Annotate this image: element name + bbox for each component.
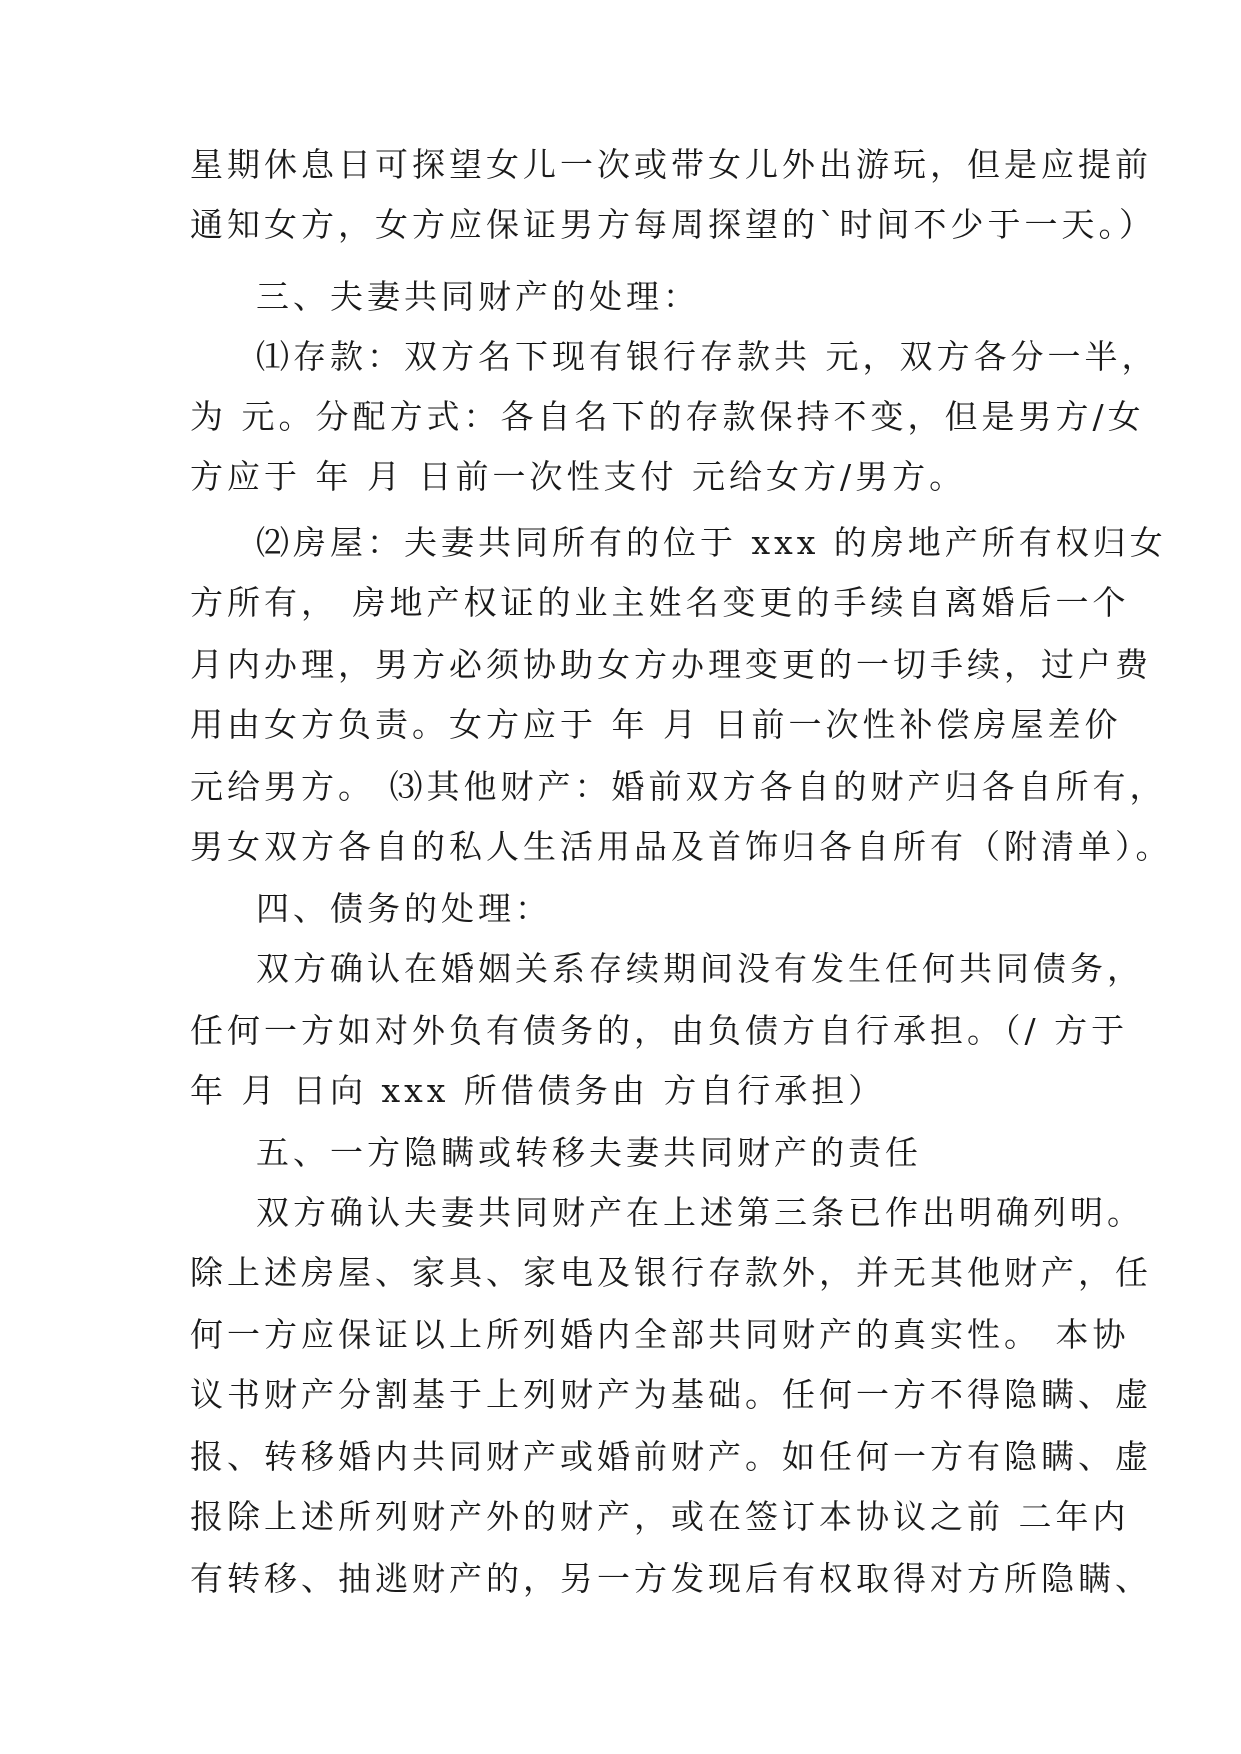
text-line: 通知女方，女方应保证男方每周探望的`时间不少于一天。） <box>190 205 1156 244</box>
text-line: 方应于 年 月 日前一次性支付 元给女方/男方。 <box>190 457 967 496</box>
text-line: 男女双方各自的私人生活用品及首饰归各自所有（附清单）。 <box>190 827 1173 866</box>
section-heading: 四、债务的处理： <box>256 889 552 928</box>
text-line: 议书财产分割基于上列财产为基础。任何一方不得隐瞒、虚 <box>190 1375 1152 1414</box>
text-line: 报除上述所列财产外的财产，或在签订本协议之前 二年内 <box>190 1497 1130 1536</box>
text-line: ⑴存款：双方名下现有银行存款共 元，双方各分一半， <box>256 337 1159 376</box>
text-line: 有转移、抽逃财产的，另一方发现后有权取得对方所隐瞒、 <box>190 1559 1152 1598</box>
text-line: 用由女方负责。女方应于 年 月 日前一次性补偿房屋差价 <box>190 705 1122 744</box>
text-line: 除上述房屋、家具、家电及银行存款外，并无其他财产，任 <box>190 1253 1152 1292</box>
text-line: 年 月 日向 xxx 所借债务由 方自行承担） <box>190 1071 886 1110</box>
section-heading: 三、夫妻共同财产的处理： <box>256 277 700 316</box>
section-heading: 五、一方隐瞒或转移夫妻共同财产的责任 <box>256 1133 922 1172</box>
text-line: 双方确认夫妻共同财产在上述第三条已作出明确列明。 <box>256 1193 1144 1232</box>
text-line: 何一方应保证以上所列婚内全部共同财产的真实性。 本协 <box>190 1315 1130 1354</box>
text-line: 报、转移婚内共同财产或婚前财产。如任何一方有隐瞒、虚 <box>190 1437 1152 1476</box>
text-line: 星期休息日可探望女儿一次或带女儿外出游玩，但是应提前 <box>190 145 1152 184</box>
text-line: 双方确认在婚姻关系存续期间没有发生任何共同债务， <box>256 949 1144 988</box>
text-line: 月内办理，男方必须协助女方办理变更的一切手续，过户费 <box>190 645 1152 684</box>
text-line: 元给男方。 ⑶其他财产：婚前双方各自的财产归各自所有， <box>190 767 1167 806</box>
text-line: 为 元。分配方式：各自名下的存款保持不变，但是男方/女 <box>190 397 1145 436</box>
text-line: 方所有， 房地产权证的业主姓名变更的手续自离婚后一个 <box>190 583 1130 622</box>
text-line: ⑵房屋：夫妻共同所有的位于 xxx 的房地产所有权归女 <box>256 523 1167 562</box>
text-line: 任何一方如对外负有债务的，由负债方自行承担。（/ 方于 <box>190 1011 1129 1050</box>
